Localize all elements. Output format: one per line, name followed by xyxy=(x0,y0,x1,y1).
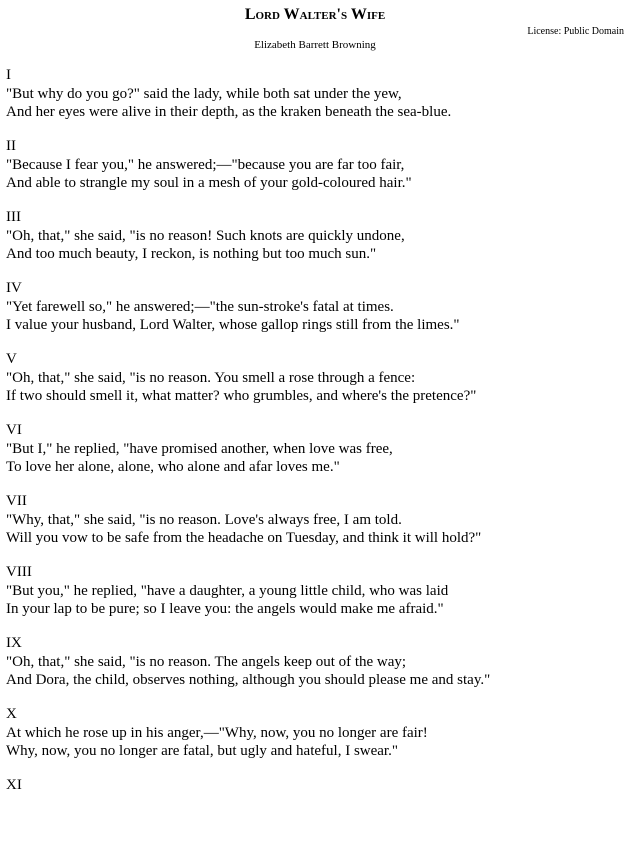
verse-line: And too much beauty, I reckon, is nothing but too much sun." xyxy=(6,246,377,262)
verse-line: "But you," he replied, "have a daughter, a young little child, who was laid xyxy=(6,582,449,599)
author-name: Elizabeth Barrett Browning xyxy=(254,39,376,51)
verse-line: "Why, that," she said, "is no reason. Love's always free, I am told. xyxy=(6,511,402,528)
stanza xyxy=(6,634,626,705)
stanza-numeral: X xyxy=(6,706,17,722)
stanza xyxy=(6,66,626,137)
verse-line: "Oh, that," she said, "is no reason! Such knots are quickly undone, xyxy=(6,227,405,244)
stanza xyxy=(6,279,626,350)
stanza-numeral: VI xyxy=(6,422,22,438)
license-note: License: Public Domain xyxy=(527,26,624,37)
verse-line: And her eyes were alive in their depth, as the kraken beneath the sea-blue. xyxy=(6,104,452,120)
verse-line: Why, now, you no longer are fatal, but ugly and hateful, I swear." xyxy=(6,743,398,759)
verse-line: If two should smell it, what matter? who grumbles, and where's the pretence?" xyxy=(6,388,477,404)
stanza-numeral: II xyxy=(6,138,16,154)
verse-line: "But I," he replied, "have promised another, when love was free, xyxy=(6,440,393,457)
verse-line: "Oh, that," she said, "is no reason. You smell a rose through a fence: xyxy=(6,369,416,386)
stanza xyxy=(6,208,626,279)
stanza-numeral: IV xyxy=(6,280,22,296)
stanza-numeral: I xyxy=(6,67,11,83)
poem-title: Lord Walter's Wife xyxy=(244,6,386,23)
verse-line: In your lap to be pure; so I leave you: the angels would make me afraid." xyxy=(6,601,444,617)
verse-line: "Because I fear you," he answered;—"because you are far too fair, xyxy=(6,156,405,173)
verse-line: "Yet farewell so," he answered;—"the sun-stroke's fatal at times. xyxy=(6,298,394,315)
stanza xyxy=(6,137,626,208)
verse-line: And able to strangle my soul in a mesh of your gold-coloured hair." xyxy=(6,175,412,191)
stanza-numeral: VIII xyxy=(6,564,32,580)
stanza-numeral: IX xyxy=(6,635,22,651)
verse-line: I value your husband, Lord Walter, whose gallop rings still from the limes." xyxy=(6,317,460,333)
stanza xyxy=(6,776,626,847)
stanza xyxy=(6,705,626,776)
poem-body xyxy=(6,66,626,847)
verse-line: And Dora, the child, observes nothing, although you should please me and stay." xyxy=(6,672,491,688)
stanza xyxy=(6,350,626,421)
stanza-numeral: III xyxy=(6,209,21,225)
stanza-numeral: XI xyxy=(6,777,22,793)
stanza-numeral: VII xyxy=(6,493,27,509)
verse-line: To love her alone, alone, who alone and afar loves me." xyxy=(6,459,340,475)
verse-line: Will you vow to be safe from the headache on Tuesday, and think it will hold?" xyxy=(6,530,482,546)
stanza xyxy=(6,492,626,563)
verse-line: At which he rose up in his anger,—"Why, now, you no longer are fair! xyxy=(6,724,428,741)
verse-line: "Oh, that," she said, "is no reason. The angels keep out of the way; xyxy=(6,653,407,670)
stanza xyxy=(6,563,626,634)
verse-line: "But why do you go?" said the lady, while both sat under the yew, xyxy=(6,85,402,102)
stanza xyxy=(6,421,626,492)
stanza-numeral: V xyxy=(6,351,17,367)
